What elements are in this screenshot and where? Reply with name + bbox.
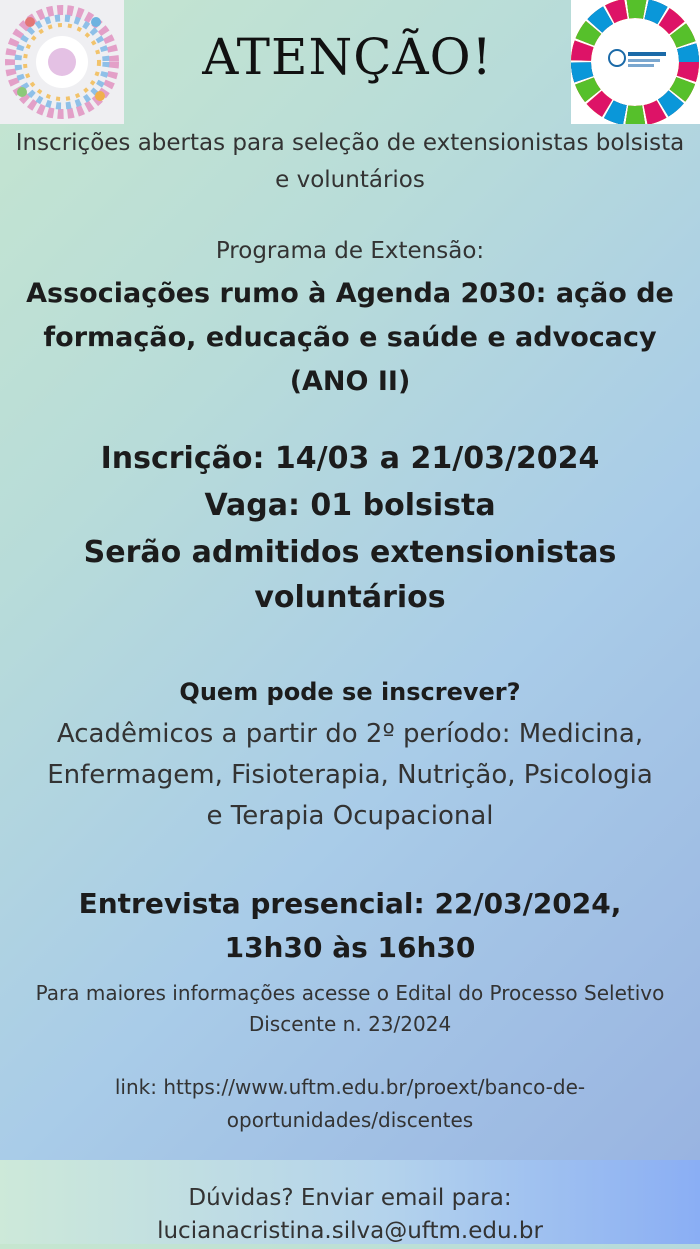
grupo-estudos-logo-icon (0, 0, 124, 124)
interview-line-2: 13h30 às 16h30 (224, 931, 476, 964)
info-line-1: Para maiores informações acesse o Edital do Processo Seletivo (35, 981, 665, 1005)
program-label: Programa de Extensão: (215, 238, 485, 264)
ods-wheel-logo (571, 0, 700, 124)
eligibility-line-1: Acadêmicos a partir do 2º período: Medicina, (56, 719, 644, 749)
interview-line-1: Entrevista presencial: 22/03/2024, (78, 887, 622, 920)
program-title-line-1: Associações rumo à Agenda 2030: ação de (26, 278, 674, 309)
ods-wheel-icon (571, 0, 700, 124)
footer (0, 1160, 700, 1244)
grupo-estudos-logo (0, 0, 124, 124)
voluntarios-line-2: voluntários (254, 580, 446, 615)
footer-question: Dúvidas? Enviar email para: (188, 1185, 512, 1211)
intro-line-1: Inscrições abertas para seleção de extensionistas bolsista (15, 130, 685, 156)
eligibility-line-3: e Terapia Ocupacional (206, 801, 494, 831)
link-line-2[interactable]: oportunidades/discentes (226, 1108, 474, 1132)
info-line-2: Discente n. 23/2024 (248, 1012, 452, 1036)
page-title: ATENÇÃO! (202, 28, 493, 86)
vaga-info: Vaga: 01 bolsista (204, 488, 496, 523)
link-line-1[interactable]: link: https://www.uftm.edu.br/proext/banco-de- (114, 1075, 586, 1099)
program-title-line-3: (ANO II) (289, 366, 411, 397)
inscricao-dates: Inscrição: 14/03 a 21/03/2024 (100, 441, 600, 476)
program-title-line-2: formação, educação e saúde e advocacy (43, 322, 657, 353)
footer-email[interactable]: lucianacristina.silva@uftm.edu.br (157, 1218, 543, 1244)
intro-line-2: e voluntários (275, 167, 425, 193)
voluntarios-line-1: Serão admitidos extensionistas (83, 535, 617, 570)
eligibility-line-2: Enfermagem, Fisioterapia, Nutrição, Psicologia (47, 760, 653, 790)
eligibility-question: Quem pode se inscrever? (179, 678, 521, 706)
